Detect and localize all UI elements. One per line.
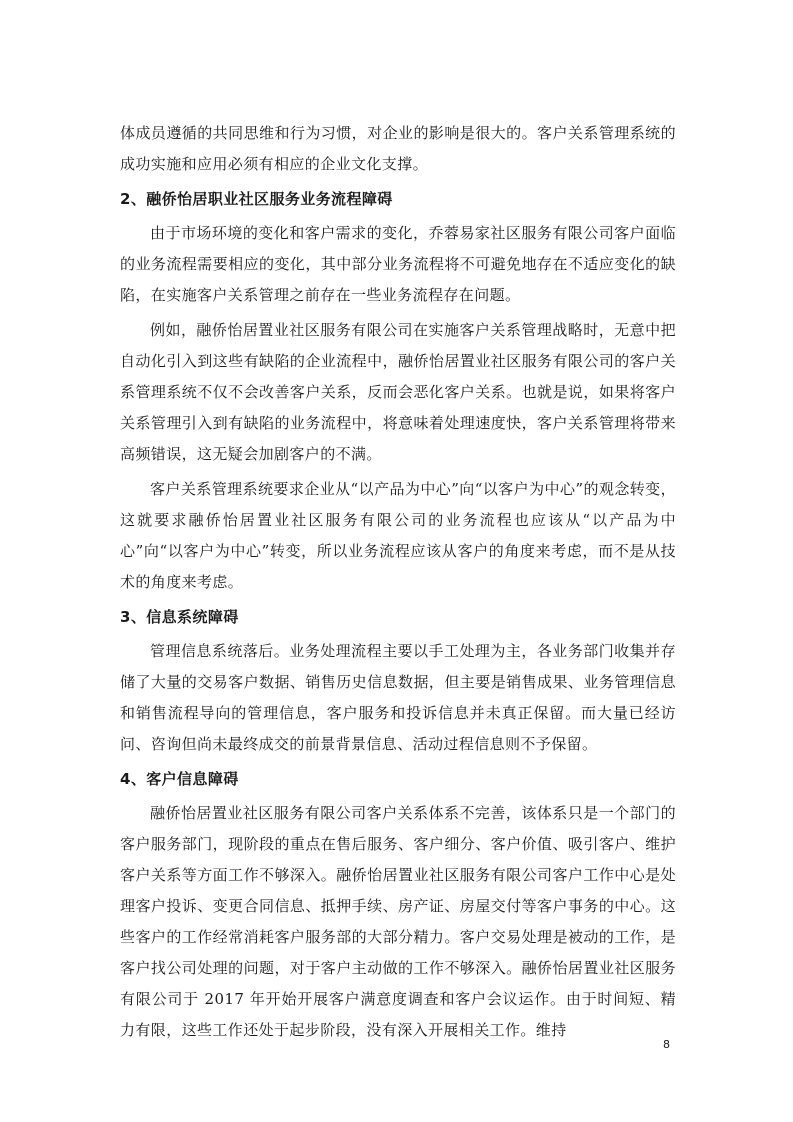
paragraph-customer-info: 融侨怡居置业社区服务有限公司客户关系体系不完善，该体系只是一个部门的客户服务部门，现阶段的重点在售后服务、客户细分、客户价值、吸引客户、维护客户关系等方面工作不够深入。融侨怡居置业社区服务有限公司客户工作中心是处理客户投诉、变更合同信息、抵押手续、房产证、房屋交付等客户事务的中心。这些客户的工作经常消耗客户服务部的大部分精力。客户交易处理是被动的工作，是客户找公司处理的问题，对于客户主动做的工作不够深入。融侨怡居置业社区服务有限公司于 2017 年开始开展客户满意度调查和客户会议运作。由于时间短、精力有限，这些工作还处于起步阶段，没有深入开展相关工作。维持 [120,804,676,1039]
paragraph-corporate-culture: 体成员遵循的共同思维和行为习惯，对企业的影响是很大的。客户关系管理系统的成功实施和应用必须有相应的企业文化支撑。 [120,124,676,173]
section-heading-business-process: 2、融侨怡居职业社区服务业务流程障碍 [120,190,393,208]
document-body [120,118,676,1050]
paragraph-info-system: 管理信息系统落后。业务处理流程主要以手工处理为主，各业务部门收集并存储了大量的交易客户数据、销售历史信息数据，但主要是销售成果、业务管理信息和销售流程导向的管理信息，客户服务和投诉信息并未真正保留。而大量已经访问、咨询但尚未最终成交的前景背景信息、活动过程信息则不予保留。 [120,642,676,753]
paragraph-process-change: 由于市场环境的变化和客户需求的变化，乔蓉易家社区服务有限公司客户面临的业务流程需要相应的变化，其中部分业务流程将不可避免地存在不适应变化的缺陷，在实施客户关系管理之前存在一些业务流程存在问题。 [120,224,676,304]
paragraph-process-example: 例如，融侨怡居置业社区服务有限公司在实施客户关系管理战略时，无意中把自动化引入到这些有缺陷的企业流程中，融侨怡居置业社区服务有限公司的客户关系管理系统不仅不会改善客户关系，反而会恶化客户关系。也就是说，如果将客户关系管理引入到有缺陷的业务流程中，将意味着处理速度快，客户关系管理将带来高频错误，这无疑会加剧客户的不满。 [120,321,676,463]
section-heading-customer-info: 4、客户信息障碍 [120,770,239,788]
page-number: 8 [663,1038,670,1051]
paragraph-customer-centric: 客户关系管理系统要求企业从“以产品为中心”向“以客户为中心”的观念转变，这就要求融侨怡居置业社区服务有限公司的业务流程也应该从“以产品为中心”向“以客户为中心”转变，所以业务流程应该从客户的角度来考虑，而不是从技术的角度来考虑。 [120,480,676,591]
section-heading-info-system: 3、信息系统障碍 [120,608,239,626]
